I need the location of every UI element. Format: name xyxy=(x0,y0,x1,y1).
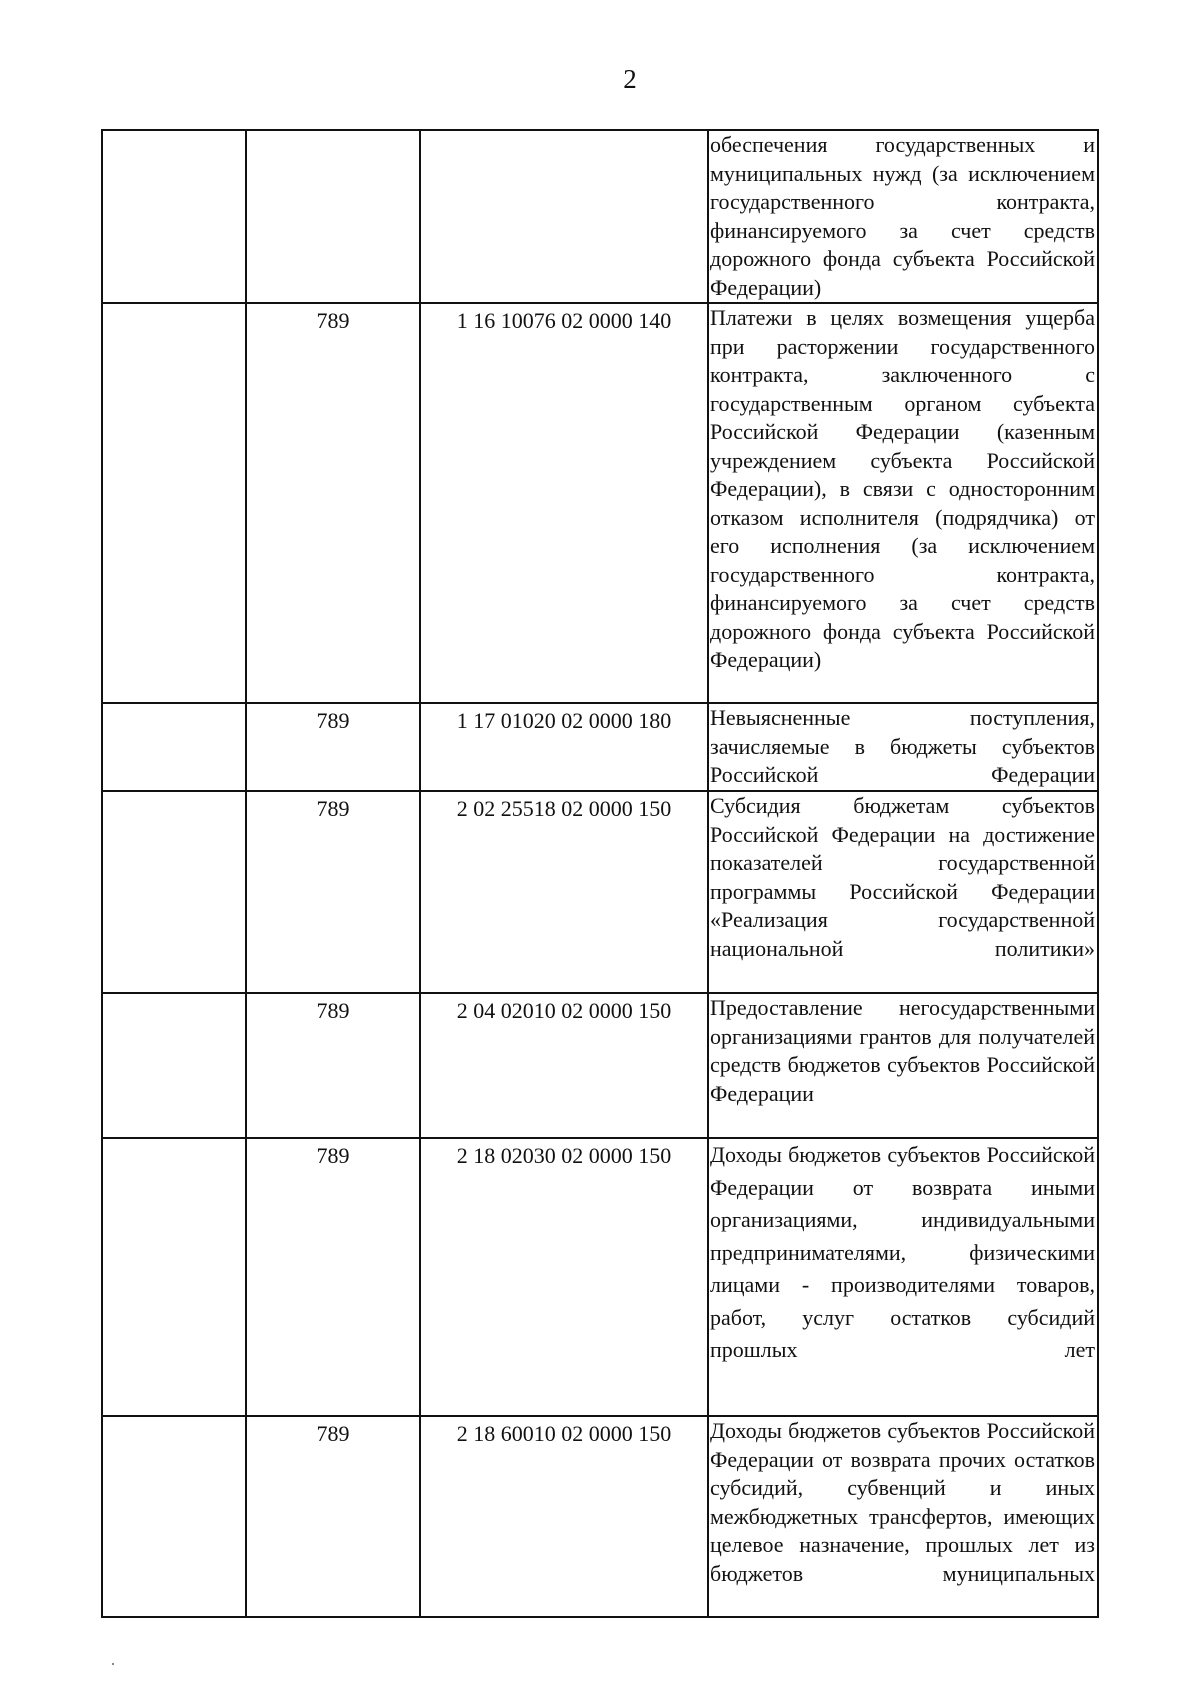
empty-cell xyxy=(102,791,246,993)
table-row xyxy=(102,1138,1098,1416)
description-cell: обеспечения государственных и муниципальных нужд (за исключением государственного контракта, финансируемого за счет средств дорожного фонда субъекта Российской Федерации) xyxy=(708,130,1098,303)
table-row xyxy=(102,791,1098,993)
budget-code-cell: 1 16 10076 02 0000 140 xyxy=(420,303,708,703)
budget-code-cell: 2 18 60010 02 0000 150 xyxy=(420,1416,708,1617)
admin-code-cell: 789 xyxy=(246,303,420,703)
description-cell: Субсидия бюджетам субъектов Российской Федерации на достижение показателей государственной программы Российской Федерации «Реализация государственной национальной политики» xyxy=(708,791,1098,993)
description-cell: Предоставление негосударственными организациями грантов для получателей средств бюджетов субъектов Российской Федерации xyxy=(708,993,1098,1138)
admin-code-cell: 789 xyxy=(246,1416,420,1617)
table-row xyxy=(102,993,1098,1138)
page-number: 2 xyxy=(623,64,637,94)
budget-code-cell xyxy=(420,130,708,303)
empty-cell xyxy=(102,130,246,303)
table-row xyxy=(102,703,1098,791)
admin-code-cell: 789 xyxy=(246,993,420,1138)
description-cell: Невыясненные поступления, зачисляемые в бюджеты субъектов Российской Федерации xyxy=(708,703,1098,791)
table-row xyxy=(102,130,1098,303)
empty-cell xyxy=(102,703,246,791)
budget-code-cell: 2 02 25518 02 0000 150 xyxy=(420,791,708,993)
budget-codes-table xyxy=(101,129,1099,1618)
empty-cell xyxy=(102,303,246,703)
budget-code-cell: 2 18 02030 02 0000 150 xyxy=(420,1138,708,1416)
empty-cell xyxy=(102,993,246,1138)
scan-speck xyxy=(112,1663,114,1665)
budget-code-cell: 1 17 01020 02 0000 180 xyxy=(420,703,708,791)
admin-code-cell: 789 xyxy=(246,1138,420,1416)
table-row xyxy=(102,303,1098,703)
empty-cell xyxy=(102,1416,246,1617)
budget-code-cell: 2 04 02010 02 0000 150 xyxy=(420,993,708,1138)
description-cell: Доходы бюджетов субъектов Российской Федерации от возврата прочих остатков субсидий, субвенций и иных межбюджетных трансфертов, имеющих целевое назначение, прошлых лет из бюджетов муниципальных xyxy=(708,1416,1098,1617)
description-cell: Платежи в целях возмещения ущерба при расторжении государственного контракта, заключенного с государственным органом субъекта Российской Федерации (казенным учреждением субъекта Российской Федерации), в связи с односторонним отказом исполнителя (подрядчика) от его исполнения (за исключением государственного контракта, финансируемого за счет средств дорожного фонда субъекта Российской Федерации) xyxy=(708,303,1098,703)
empty-cell xyxy=(102,1138,246,1416)
admin-code-cell xyxy=(246,130,420,303)
admin-code-cell: 789 xyxy=(246,791,420,993)
table-row xyxy=(102,1416,1098,1617)
description-cell: Доходы бюджетов субъектов Российской Федерации от возврата иными организациями, индивидуальными предпринимателями, физическими лицами - производителями товаров, работ, услуг остатков субсидий прошлых лет xyxy=(708,1138,1098,1416)
admin-code-cell: 789 xyxy=(246,703,420,791)
